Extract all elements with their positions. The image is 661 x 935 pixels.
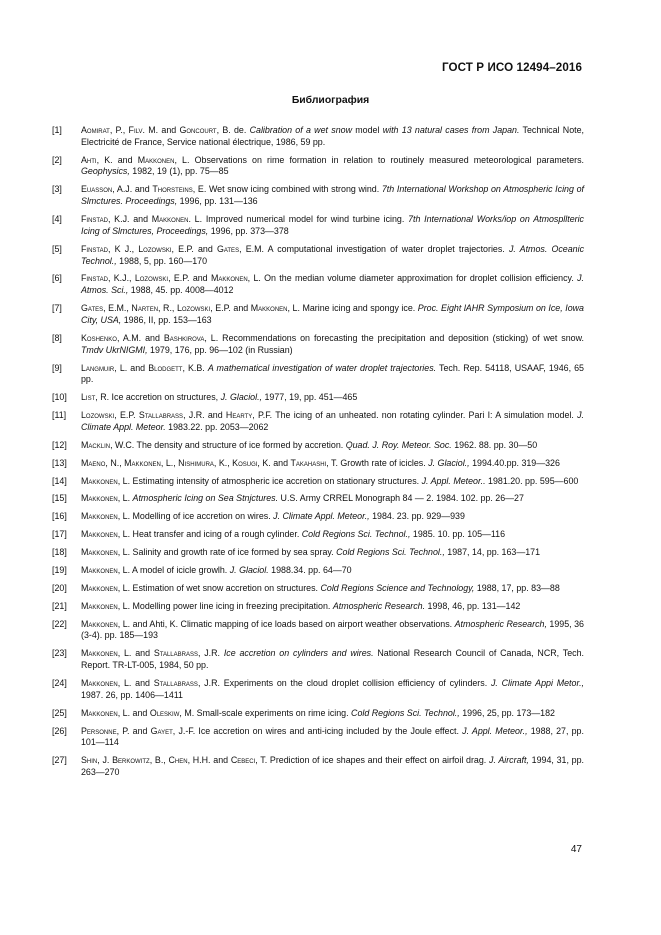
reference-segment: U.S. Army CRREL Monograph 84 — 2. 1984. 102. pp. 26—27 <box>278 493 524 504</box>
reference-number: [7] <box>52 303 62 314</box>
reference-segment: , P., <box>109 125 129 135</box>
italic-title: J. Glaciol. <box>229 565 269 575</box>
author-name: Takahashi <box>290 457 327 468</box>
italic-title: A mathematical investigation of water droplet trajectories. <box>207 362 437 373</box>
reference-segment: 1988, 27, pp. 101—114 <box>81 725 584 748</box>
reference-item <box>52 244 584 268</box>
reference-text <box>81 601 584 613</box>
reference-number: [3] <box>52 184 62 195</box>
author-name: Makkonen <box>81 475 118 486</box>
italic-title: Cold Regions Sci. Technol., <box>351 707 460 718</box>
author-name: Makkonen <box>81 511 118 522</box>
italic-title: J. Appl. Meteor., <box>462 725 528 736</box>
reference-text <box>81 273 584 297</box>
reference-segment: , K.J., <box>107 273 135 284</box>
author-name: Makkonen <box>81 529 118 540</box>
reference-text <box>81 303 584 327</box>
author-name: Shin <box>81 755 98 766</box>
author-name: Kosugi <box>232 457 258 468</box>
reference-item <box>52 678 584 702</box>
reference-segment: , J.R. <box>197 648 224 659</box>
reference-item <box>52 583 584 595</box>
author-name: Cebeci <box>230 755 256 766</box>
author-name: Makkonen <box>151 214 189 225</box>
author-name: Makkonen <box>81 565 118 575</box>
reference-segment: , L. <box>117 493 133 504</box>
reference-number: [22] <box>52 618 67 629</box>
reference-item <box>52 333 584 357</box>
reference-segment: , L. and <box>117 707 150 718</box>
reference-number: [16] <box>52 511 67 522</box>
italic-title: Cold Regions Sci. Technol., <box>336 547 445 558</box>
reference-segment: , L. On the median volume diameter approximation for droplet collision efficiency. <box>247 273 578 284</box>
reference-segment: , L. and <box>117 648 154 659</box>
italic-title: Calibration of a wet snow <box>249 125 352 135</box>
reference-number: [6] <box>52 273 62 284</box>
reference-number: [2] <box>52 154 62 165</box>
reference-segment: , K.B. <box>182 362 208 373</box>
reference-segment: , A.M. and <box>116 332 164 343</box>
reference-segment: 1996, pp. 131—136 <box>177 196 258 207</box>
reference-number: [9] <box>52 362 62 373</box>
reference-item <box>52 440 584 452</box>
author-name: Finstad <box>81 243 108 254</box>
author-name: Makkonen <box>250 303 288 314</box>
italic-title: J. Atmos. Oceanic Technol., <box>81 243 585 266</box>
reference-segment: , T. Prediction of ice shapes and their effect on airfoil drag. <box>255 755 490 766</box>
reference-text <box>81 529 584 541</box>
author-name: Stallabrass <box>153 648 198 659</box>
reference-number: [18] <box>52 547 67 558</box>
author-name: Gates <box>216 243 240 254</box>
italic-title: Cold Regions Sci. Technol., <box>301 529 411 540</box>
reference-segment: , K., <box>213 457 233 468</box>
reference-text <box>81 755 584 779</box>
reference-number: [11] <box>52 410 67 421</box>
author-name: Lozowski <box>134 273 169 284</box>
author-name: Stallabrass <box>153 678 198 689</box>
reference-item <box>52 155 584 179</box>
reference-number: [14] <box>52 475 67 486</box>
reference-number: [23] <box>52 648 67 659</box>
page-number: 47 <box>570 844 582 855</box>
reference-number: [13] <box>52 457 67 468</box>
reference-segment: , L. Estimation of wet snow accretion on structures. <box>117 582 321 593</box>
reference-segment: , L. Recommendations on forecasting the precipitation and deposition (sticking) of wet snow. <box>204 332 584 343</box>
reference-item <box>52 511 584 523</box>
reference-item <box>52 619 584 643</box>
reference-number: [24] <box>52 678 67 689</box>
author-name: Bashkirova <box>163 332 205 343</box>
author-name: Finstad <box>81 214 108 225</box>
reference-number: [17] <box>52 529 67 540</box>
author-name: Aomirat <box>81 125 110 135</box>
reference-segment: 1977, 19, pp. 451—465 <box>262 392 358 403</box>
reference-segment: , L. A model of icicle growlh. <box>117 565 230 575</box>
reference-segment: , N., <box>105 457 125 468</box>
reference-segment: , P. and <box>116 725 151 736</box>
author-name: Gayet <box>150 725 173 736</box>
author-name: Blodgett <box>148 362 183 373</box>
reference-text <box>81 678 584 702</box>
reference-item <box>52 565 584 577</box>
author-name: Makkonen <box>81 648 118 659</box>
reference-segment: , E. Wet snow icing combined with strong wind. <box>192 184 382 195</box>
reference-segment: , L. and Ahti, K. Climatic mapping of ice loads based on airport weather observations. <box>117 618 455 629</box>
reference-item <box>52 601 584 613</box>
reference-item <box>52 363 584 387</box>
reference-item <box>52 458 584 470</box>
reference-number: [5] <box>52 243 62 254</box>
reference-text <box>81 511 584 523</box>
reference-segment: . L. Improved numerical model for wind turbine icing. <box>188 214 409 225</box>
reference-segment: 1998, 46, pp. 131—142 <box>425 600 521 611</box>
author-name: Narten <box>131 303 159 314</box>
author-name: Hearty <box>225 410 253 421</box>
reference-segment: , J.-F. Ice accretion on wires and anti-icing included by the Joule effect. <box>172 725 463 736</box>
reference-item <box>52 493 584 505</box>
italic-title: J. Aircraft, <box>489 755 529 766</box>
reference-segment: , L. Marine icing and spongy ice. <box>287 303 418 314</box>
author-name: Lozowski <box>81 410 115 421</box>
author-name: Berkowitz <box>112 755 150 766</box>
reference-number: [27] <box>52 755 67 766</box>
reference-text <box>81 493 584 505</box>
reference-number: [26] <box>52 725 67 736</box>
reference-segment: 1988.34. pp. 64—70 <box>268 565 352 575</box>
reference-text <box>81 333 584 357</box>
italic-title: Atmospheric Research, <box>454 618 547 629</box>
reference-number: [21] <box>52 600 67 611</box>
reference-text <box>81 184 584 208</box>
author-name: Lozowski <box>138 243 172 254</box>
reference-text <box>81 410 584 434</box>
italic-title: 7th International Works/iop on Atmospllteric Icing of Slmctures, Proceedings, <box>81 214 584 236</box>
author-name: Filv <box>128 125 143 135</box>
italic-title: J. Atmos. Sci., <box>81 273 584 296</box>
reference-segment: 1988, 17, pp. 83—88 <box>474 582 560 593</box>
reference-number: [12] <box>52 439 67 450</box>
italic-title: J. Climate Appl. Meteor. <box>81 410 585 432</box>
reference-segment: , L. Heat transfer and icing of a rough cylinder. <box>117 529 302 540</box>
italic-title: J. Glaciol., <box>220 392 263 403</box>
reference-item <box>52 708 584 720</box>
reference-segment: , J.R. Experiments on the cloud droplet collision efficiency of cylinders. <box>197 678 491 689</box>
reference-segment: 1988, 45. pp. 4008—4012 <box>128 285 234 296</box>
reference-text <box>81 708 584 720</box>
reference-item <box>52 755 584 779</box>
italic-title: Cold Regions Science and Technology, <box>320 582 475 593</box>
author-name: Makkonen <box>81 678 118 689</box>
reference-item <box>52 392 584 404</box>
author-name: Makkonen <box>81 547 118 558</box>
reference-segment: , E.P. <box>114 410 139 421</box>
italic-title: J. Glaciol., <box>428 457 470 468</box>
reference-item <box>52 214 584 238</box>
reference-segment: 1996, 25, pp. 173—182 <box>459 707 555 718</box>
reference-segment: , A.J. and <box>112 184 153 195</box>
reference-segment: 1979, 176, pp. 96—102 (in Russian) <box>147 344 293 355</box>
italic-title: J. Climate Appi Metor., <box>490 678 585 689</box>
reference-item <box>52 726 584 750</box>
bibliography-title: Библиография <box>291 95 370 106</box>
reference-segment: , H.H. and <box>187 755 231 766</box>
reference-segment: , K. and <box>257 457 291 468</box>
reference-segment: , E.M. A computational investigation of water droplet trajectories. <box>239 243 509 254</box>
author-name: Makkonen <box>210 273 248 284</box>
reference-segment: , E.P. and <box>171 243 217 254</box>
author-name: Langmuir <box>81 362 115 373</box>
reference-number: [19] <box>52 565 67 575</box>
reference-item <box>52 303 584 327</box>
italic-title: Atmospheric Research. <box>332 600 426 611</box>
reference-segment: 1984. 23. pp. 929—939 <box>369 511 465 522</box>
italic-title: with 13 natural cases from Japan. <box>382 125 520 135</box>
reference-segment: , R. Ice accretion on structures, <box>95 392 221 403</box>
italic-title: J. Appl. Meteor.. <box>421 475 486 486</box>
author-name: Stallabrass <box>138 410 184 421</box>
author-name: Thorsteins <box>152 184 193 195</box>
reference-segment: , L. Modelling power line icing in freezing precipitation. <box>117 600 333 611</box>
reference-segment: , R., <box>158 303 177 314</box>
reference-segment: , B. de. <box>216 125 250 135</box>
reference-number: [20] <box>52 582 67 593</box>
reference-text <box>81 476 584 488</box>
reference-item <box>52 184 584 208</box>
reference-number: [25] <box>52 707 67 718</box>
reference-text <box>81 458 584 470</box>
reference-segment: , W.C. The density and structure of ice formed by accretion. <box>110 439 346 450</box>
reference-item <box>52 410 584 434</box>
author-name: Gates <box>81 303 104 314</box>
author-name: Makkonen <box>124 457 161 468</box>
reference-segment: , E.P. and <box>168 273 211 284</box>
italic-title: Geophysics, <box>81 166 130 177</box>
author-name: Macklin <box>81 439 111 450</box>
reference-segment: 1994, 31, pp. 263—270 <box>81 755 584 778</box>
reference-text <box>81 619 584 643</box>
reference-segment: 1982, 19 (1), pp. 75—85 <box>129 166 229 177</box>
reference-segment: Tech. Rep. 54118, USAAF, 1946, 65 pp. <box>81 362 584 385</box>
author-name: Makkonen <box>81 618 118 629</box>
reference-segment: . M. and <box>142 125 180 135</box>
reference-text <box>81 244 584 268</box>
author-name: Makkonen <box>81 582 118 593</box>
reference-segment: 1988, 5, pp. 160—170 <box>116 255 208 266</box>
author-name: Goncourt <box>179 125 217 135</box>
author-name: Finstad <box>81 273 108 284</box>
italic-title: Proc. Eight lAHR Symposium on Ice, Iowa City, USA, <box>81 303 584 325</box>
reference-segment: , K. and <box>96 154 138 165</box>
reference-text <box>81 583 584 595</box>
author-name: Nishimura <box>178 457 214 468</box>
reference-text <box>81 547 584 559</box>
author-name: Maeno <box>81 457 106 468</box>
reference-segment: 1962. 88. pp. 30—50 <box>451 439 538 450</box>
reference-segment: , L. Observations on rime formation in relation to routinely measured meteorological parameters. <box>174 154 584 165</box>
reference-item <box>52 476 584 488</box>
reference-segment: , E.P. and <box>210 303 251 314</box>
author-name: Oleskiw <box>149 707 180 718</box>
author-name: Personne <box>81 725 117 736</box>
reference-segment: , L., <box>160 457 179 468</box>
reference-segment: 1983.22. pp. 2053—2062 <box>165 421 269 432</box>
reference-item <box>52 125 584 149</box>
reference-segment: 1996, pp. 373—378 <box>208 225 289 236</box>
author-name: Koshenko <box>81 332 117 343</box>
reference-segment: 1994.40.pp. 319—326 <box>469 457 560 468</box>
standard-header: ГОСТ Р ИСО 12494–2016 <box>441 61 582 74</box>
author-name: Makkonen <box>81 493 118 504</box>
reference-segment: National Research Council of Canada, NCR, Tech. Report. TR-LT-005, 1984, 50 pp. <box>81 648 584 671</box>
reference-segment: 1985. 10. pp. 105—116 <box>410 529 506 540</box>
author-name: Euasson <box>81 184 113 195</box>
reference-segment: , P.F. The icing of an unheated. non rotating cylinder. Pari I: A simulation model. <box>252 410 578 421</box>
reference-segment: , L. Estimating intensity of atmospheric ice accretion on stationary structures. <box>117 475 422 486</box>
author-name: Lozowski <box>176 303 211 314</box>
reference-segment: 1986, II, pp. 153—163 <box>121 314 212 325</box>
reference-text <box>81 155 584 179</box>
reference-text <box>81 648 584 672</box>
reference-segment: 1995, 36 (3-4). pp. 185—193 <box>81 618 584 641</box>
reference-item <box>52 529 584 541</box>
italic-title: Quad. J. Roy. Meteor. Soc. <box>345 439 452 450</box>
reference-segment: Technical Note, Electricité de France, Service national électrique, 1986, 59 pp. <box>81 125 585 147</box>
author-name: Chen <box>168 755 188 766</box>
author-name: List <box>81 392 96 403</box>
reference-segment: , B., <box>149 755 169 766</box>
italic-title: J. Climate Appl. Meteor., <box>273 511 370 522</box>
reference-text <box>81 440 584 452</box>
reference-segment: , K.J. and <box>107 214 152 225</box>
italic-title: 7th International Workshop on Atmospheric Icing of Slmctures. Proceedings, <box>81 184 585 207</box>
reference-list <box>52 125 584 785</box>
reference-text <box>81 214 584 238</box>
author-name: Makkonen <box>81 707 118 718</box>
reference-number: [15] <box>52 493 67 504</box>
reference-segment: , L. and <box>114 362 149 373</box>
reference-item <box>52 648 584 672</box>
reference-segment: , L. and <box>117 678 154 689</box>
reference-segment: 1987. 26, pp. 1406—1411 <box>81 689 183 700</box>
reference-segment: , K J., <box>107 243 139 254</box>
reference-text <box>81 125 584 149</box>
italic-title: Tmdv UkrNIGMI, <box>81 344 148 355</box>
reference-segment: , J.R. and <box>183 410 226 421</box>
reference-number: [4] <box>52 214 62 225</box>
reference-item <box>52 547 584 559</box>
reference-segment: , E.M., <box>103 303 132 314</box>
italic-title: Ice accretion on cylinders and wires. <box>223 648 374 659</box>
reference-number: [10] <box>52 392 67 403</box>
reference-segment: , J. <box>97 755 113 766</box>
reference-text <box>81 726 584 750</box>
reference-segment: , L. Salinity and growth rate of ice formed by sea spray. <box>117 547 337 558</box>
reference-number: [8] <box>52 332 62 343</box>
reference-text <box>81 392 584 404</box>
reference-segment: 1987, 14, pp. 163—171 <box>444 547 541 558</box>
reference-segment: 1981.20. pp. 595—600 <box>485 475 579 486</box>
author-name: Ahti <box>81 154 97 165</box>
reference-segment: model <box>351 125 383 135</box>
reference-text <box>81 565 584 577</box>
reference-segment: , L. Modelling of ice accretion on wires. <box>117 511 274 522</box>
reference-segment: , T. Growth rate of icicles. <box>326 457 429 468</box>
author-name: Makkonen <box>137 154 175 165</box>
reference-text <box>81 363 584 387</box>
author-name: Makkonen <box>81 600 118 611</box>
reference-item <box>52 273 584 297</box>
reference-number: [1] <box>52 125 62 135</box>
italic-title: Atmospheric Icing on Sea Stnjctures. <box>132 493 279 504</box>
reference-segment: , M. Small-scale experiments on rime icing. <box>179 707 352 718</box>
